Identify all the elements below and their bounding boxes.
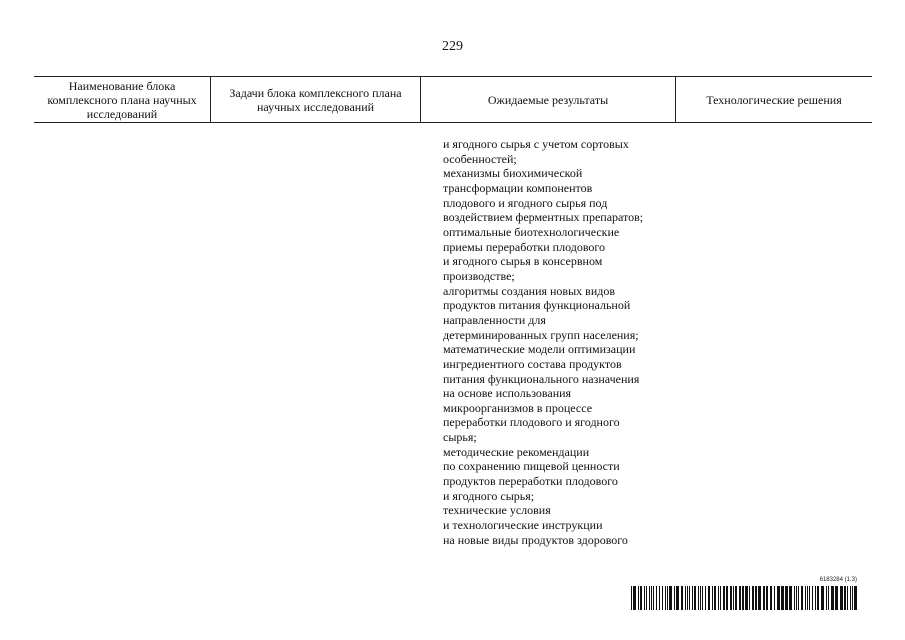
barcode-bar bbox=[847, 586, 848, 610]
result-line: воздействием ферментных препаратов; bbox=[443, 210, 644, 225]
barcode-bar bbox=[669, 586, 672, 610]
page-number: 229 bbox=[442, 39, 463, 54]
result-line: микроорганизмов в процессе bbox=[443, 400, 593, 415]
barcode-bar bbox=[662, 586, 663, 610]
header-technological-solutions: Технологические решения bbox=[706, 92, 842, 107]
barcode-bar bbox=[730, 586, 732, 610]
result-line: особенностей; bbox=[443, 151, 517, 166]
table-header-row bbox=[34, 77, 872, 122]
barcode-bar bbox=[674, 586, 675, 610]
result-line: на новые виды продуктов здорового bbox=[443, 532, 628, 547]
result-line: плодового и ягодного сырья под bbox=[443, 195, 608, 210]
barcode-bar bbox=[777, 586, 780, 610]
result-line: алгоритмы создания новых видов bbox=[443, 283, 616, 298]
barcode-bar bbox=[646, 586, 647, 610]
barcode-bar bbox=[726, 586, 728, 610]
barcode-bar bbox=[681, 586, 683, 610]
barcode-bar bbox=[638, 586, 639, 610]
result-line: питания функционального назначения bbox=[443, 371, 640, 386]
barcode-bar bbox=[794, 586, 795, 610]
barcode-bar bbox=[826, 586, 827, 610]
barcode-bar bbox=[720, 586, 721, 610]
barcode-bar bbox=[714, 586, 716, 610]
barcode-bar bbox=[659, 586, 660, 610]
barcode-bar bbox=[840, 586, 843, 610]
result-line: механизмы биохимической bbox=[443, 166, 583, 181]
result-line: продуктов питания функциональной bbox=[443, 298, 631, 313]
barcode-bar bbox=[844, 586, 846, 610]
barcode-bar bbox=[766, 586, 768, 610]
barcode-bar bbox=[676, 586, 679, 610]
result-line: технические условия bbox=[443, 503, 551, 518]
barcode-bar bbox=[835, 586, 838, 610]
barcode-bar bbox=[631, 586, 632, 610]
header-block-tasks: Задачи блока комплексного плана научных исследований bbox=[211, 77, 421, 122]
barcode-bar bbox=[633, 586, 636, 610]
barcode-bar bbox=[755, 586, 757, 610]
barcode-bar bbox=[854, 586, 857, 610]
barcode-bar bbox=[739, 586, 741, 610]
barcode-bar bbox=[763, 586, 765, 610]
result-line: переработки плодового и ягодного bbox=[443, 415, 620, 430]
barcode-bar bbox=[640, 586, 642, 610]
barcode-bar bbox=[752, 586, 754, 610]
document-barcode bbox=[631, 577, 857, 613]
barcode-bar bbox=[718, 586, 719, 610]
result-line: и ягодного сырья; bbox=[443, 488, 535, 503]
barcode-bar bbox=[809, 586, 810, 610]
barcode-bar bbox=[852, 586, 853, 610]
barcode-bar bbox=[815, 586, 816, 610]
barcode-label: 6183284 (1.3) bbox=[819, 577, 857, 583]
barcode-bar bbox=[723, 586, 725, 610]
barcode-bar bbox=[653, 586, 654, 610]
barcode-bar bbox=[694, 586, 696, 610]
barcode-bar bbox=[796, 586, 797, 610]
result-line: сырья; bbox=[443, 430, 477, 445]
expected-results-cell bbox=[443, 137, 683, 547]
header-expected-results: Ожидаемые результаты bbox=[421, 77, 676, 122]
barcode-bar bbox=[807, 586, 808, 610]
result-line: производстве; bbox=[443, 268, 515, 283]
barcode-bar bbox=[687, 586, 688, 610]
barcode-bar bbox=[702, 586, 703, 610]
barcode-bar bbox=[745, 586, 748, 610]
barcode-bar bbox=[649, 586, 650, 610]
barcode-bar bbox=[801, 586, 803, 610]
barcode-bar bbox=[850, 586, 851, 610]
barcode-bar bbox=[733, 586, 734, 610]
result-line: математические модели оптимизации bbox=[443, 342, 636, 357]
result-line: продуктов переработки плодового bbox=[443, 474, 618, 489]
result-line: трансформации компонентов bbox=[443, 180, 593, 195]
result-line: приемы переработки плодового bbox=[443, 239, 606, 254]
barcode-icon bbox=[631, 586, 857, 610]
barcode-bar bbox=[700, 586, 701, 610]
barcode-bar bbox=[651, 586, 652, 610]
header-block-name: Наименование блока комплексного плана научных исследований bbox=[34, 77, 211, 122]
barcode-bar bbox=[712, 586, 713, 610]
result-line: оптимальные биотехнологические bbox=[443, 224, 620, 239]
barcode-bar bbox=[770, 586, 772, 610]
result-line: методические рекомендации bbox=[443, 444, 590, 459]
barcode-bar bbox=[735, 586, 737, 610]
barcode-bar bbox=[685, 586, 686, 610]
barcode-bar bbox=[798, 586, 799, 610]
result-line: и технологические инструкции bbox=[443, 518, 603, 533]
barcode-bar bbox=[774, 586, 775, 610]
barcode-bar bbox=[758, 586, 761, 610]
barcode-bar bbox=[689, 586, 690, 610]
table-header-bottom-rule bbox=[34, 122, 872, 123]
barcode-bar bbox=[805, 586, 806, 610]
result-line: и ягодного сырья с учетом сортовых bbox=[443, 137, 629, 151]
barcode-bar bbox=[667, 586, 668, 610]
barcode-bar bbox=[698, 586, 699, 610]
result-line: по сохранению пищевой ценности bbox=[443, 459, 620, 474]
barcode-bar bbox=[789, 586, 792, 610]
barcode-bar bbox=[708, 586, 710, 610]
result-line: и ягодного сырья в консервном bbox=[443, 254, 603, 269]
result-line: ингредиентного состава продуктов bbox=[443, 356, 622, 371]
barcode-bar bbox=[821, 586, 824, 610]
barcode-bar bbox=[831, 586, 834, 610]
barcode-bar bbox=[749, 586, 750, 610]
barcode-bar bbox=[817, 586, 819, 610]
barcode-bar bbox=[812, 586, 813, 610]
barcode-bar bbox=[692, 586, 693, 610]
barcode-bar bbox=[665, 586, 666, 610]
result-line: на основе использования bbox=[443, 386, 572, 401]
result-line: детерминированных групп населения; bbox=[443, 327, 639, 342]
barcode-bar bbox=[656, 586, 657, 610]
barcode-bar bbox=[828, 586, 829, 610]
result-line: направленности для bbox=[443, 312, 546, 327]
barcode-bar bbox=[742, 586, 744, 610]
barcode-bar bbox=[705, 586, 706, 610]
barcode-bar bbox=[785, 586, 788, 610]
barcode-bar bbox=[781, 586, 784, 610]
barcode-bar bbox=[644, 586, 645, 610]
